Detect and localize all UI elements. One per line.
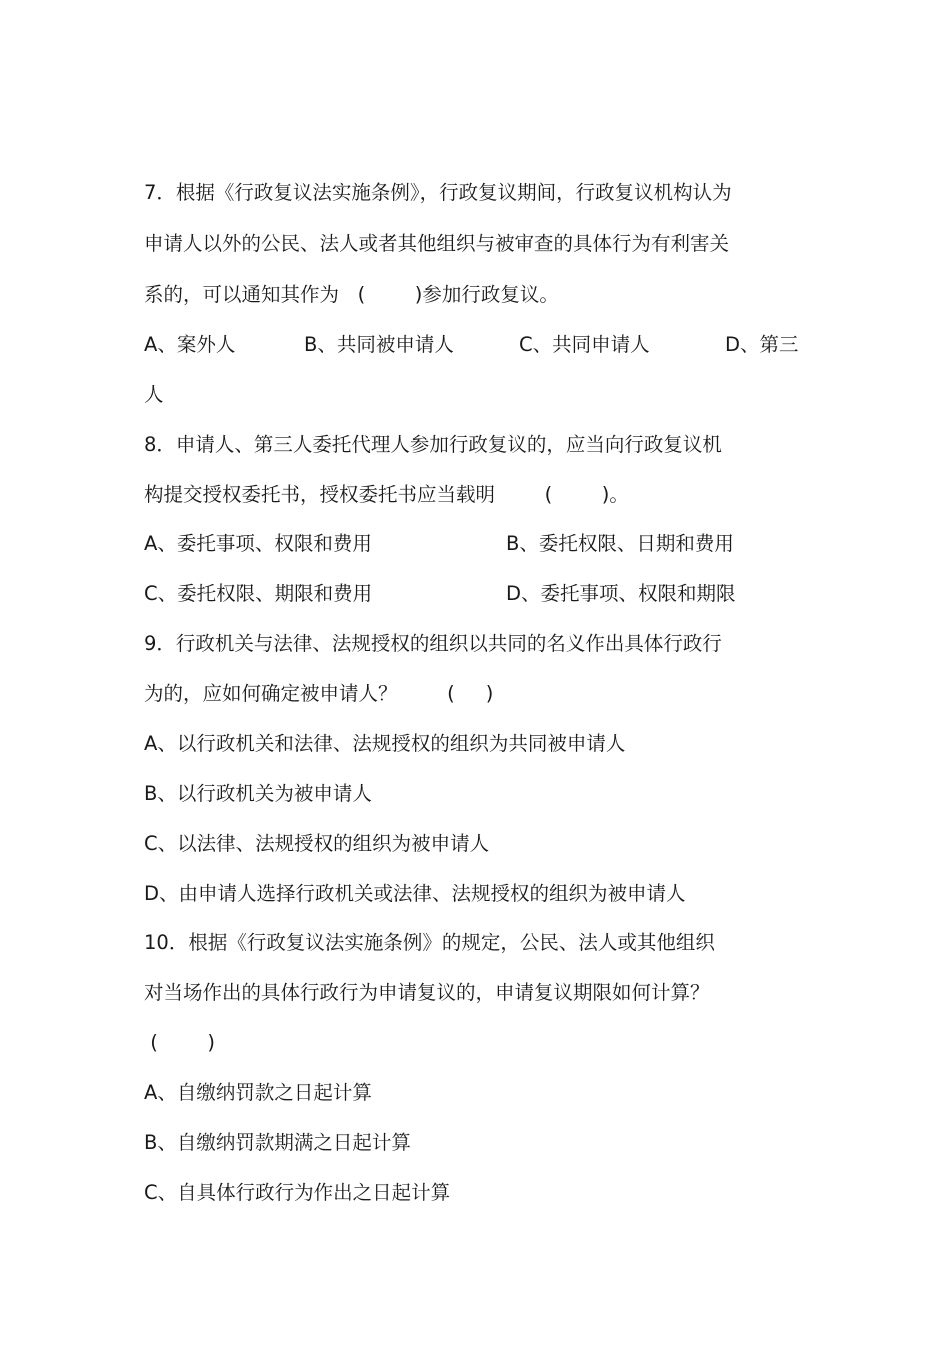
question-8-option-a: A、委托事项、权限和费用 — [144, 532, 372, 555]
question-10-option-a: A、自缴纳罚款之日起计算 — [144, 1081, 372, 1104]
question-10-line-2: 对当场作出的具体行政行为申请复议的，申请复议期限如何计算？ — [144, 981, 710, 1004]
question-10-line-1: 10．根据《行政复议法实施条例》的规定，公民、法人或其他组织 — [144, 931, 715, 954]
question-8-option-b: B、委托权限、日期和费用 — [506, 532, 734, 555]
question-7-option-a: A、案外人 — [144, 333, 236, 356]
question-9-line-2: 为的，应如何确定被申请人？ ( ) — [144, 682, 494, 705]
question-7-option-b: B、共同被申请人 — [304, 333, 454, 356]
question-7-option-d-wrap: 人 — [144, 383, 164, 406]
question-9-option-c: C、以法律、法规授权的组织为被申请人 — [144, 832, 490, 855]
question-8-option-c: C、委托权限、期限和费用 — [144, 582, 373, 605]
question-9-option-b: B、以行政机关为被申请人 — [144, 782, 372, 805]
question-8-line-2: 构提交授权委托书，授权委托书应当载明 ( )。 — [144, 483, 629, 506]
question-7-line-1: 7．根据《行政复议法实施条例》，行政复议期间，行政复议机构认为 — [144, 181, 732, 204]
question-9-line-1: 9．行政机关与法律、法规授权的组织以共同的名义作出具体行政行 — [144, 632, 722, 655]
question-7-line-3: 系的，可以通知其作为 ( )参加行政复议。 — [144, 283, 559, 306]
question-10-option-b: B、自缴纳罚款期满之日起计算 — [144, 1131, 411, 1154]
question-7-option-c: C、共同申请人 — [519, 333, 650, 356]
question-9-option-d: D、由申请人选择行政机关或法律、法规授权的组织为被申请人 — [144, 882, 686, 905]
question-7-option-d: D、第三 — [725, 333, 799, 356]
question-9-option-a: A、以行政机关和法律、法规授权的组织为共同被申请人 — [144, 732, 626, 755]
question-10-line-3: ( ) — [144, 1031, 216, 1054]
question-8-option-d: D、委托事项、权限和期限 — [506, 582, 736, 605]
question-7-line-2: 申请人以外的公民、法人或者其他组织与被审查的具体行为有利害关 — [144, 232, 730, 255]
question-10-option-c: C、自具体行政行为作出之日起计算 — [144, 1181, 451, 1204]
question-8-line-1: 8．申请人、第三人委托代理人参加行政复议的，应当向行政复议机 — [144, 433, 722, 456]
